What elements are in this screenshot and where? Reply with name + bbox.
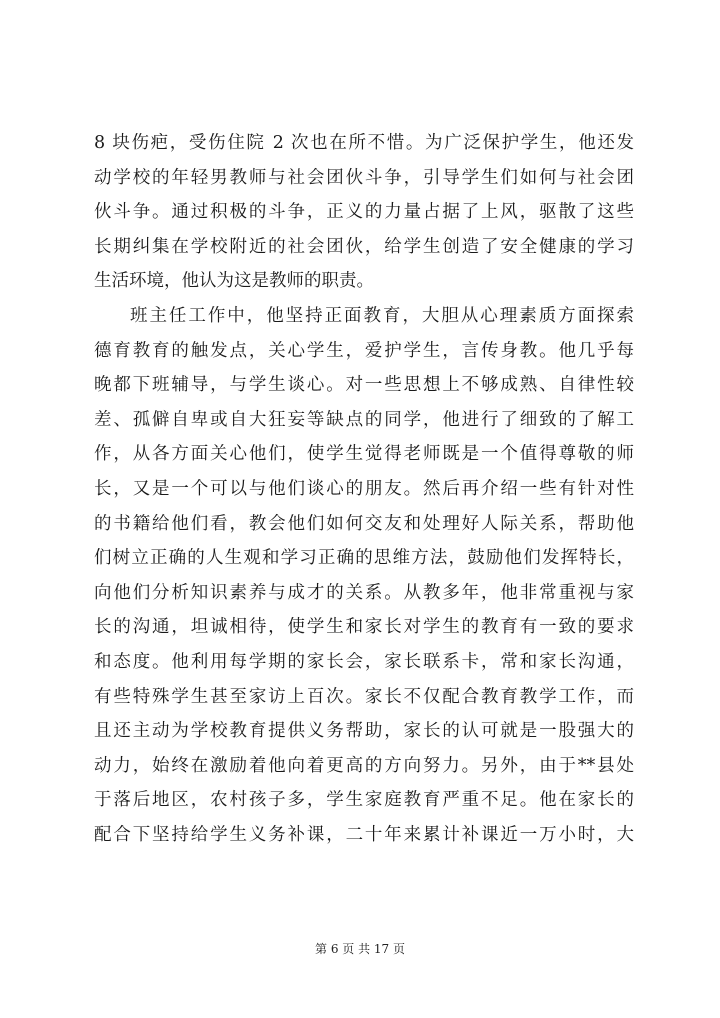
- text-line: 的书籍给他们看，教会他们如何交友和处理好人际关系，帮助他: [94, 513, 634, 534]
- text-line: 生活环境，他认为这是教师的职责。: [94, 271, 374, 292]
- page-number-label: 第 6 页 共 17 页: [315, 942, 405, 956]
- text-line: 德育教育的触发点，关心学生，爱护学生，言传身教。他几乎每: [94, 340, 634, 361]
- text-line: 和态度。他利用每学期的家长会，家长联系卡，常和家长沟通，: [94, 651, 634, 672]
- text-line: 长期纠集在学校附近的社会团伙，给学生创造了安全健康的学习: [94, 236, 634, 257]
- text-line: 配合下坚持给学生义务补课，二十年来累计补课近一万小时，大: [94, 824, 634, 845]
- text-line: 差、孤僻自卑或自大狂妄等缺点的同学，他进行了细致的了解工: [94, 409, 634, 430]
- text-line: 班主任工作中，他坚持正面教育，大胆从心理素质方面探索: [130, 305, 634, 326]
- text-line: 8 块伤疤，受伤住院 2 次也在所不惜。为广泛保护学生，他还发: [94, 133, 634, 153]
- text-line: 作，从各方面关心他们，使学生觉得老师既是一个值得尊敬的师: [94, 444, 634, 465]
- page-footer: [0, 940, 720, 957]
- text-line: 向他们分析知识素养与成才的关系。从教多年，他非常重视与家: [94, 582, 634, 603]
- text-line: 们树立正确的人生观和学习正确的思维方法，鼓励他们发挥特长，: [94, 548, 634, 569]
- text-line: 且还主动为学校教育提供义务帮助，家长的认可就是一股强大的: [94, 721, 634, 742]
- text-line: 长的沟通，坦诚相待，使学生和家长对学生的教育有一致的要求: [94, 617, 634, 638]
- paragraph-2: [94, 299, 634, 853]
- text-line: 伙斗争。通过积极的斗争，正义的力量占据了上风，驱散了这些: [94, 202, 634, 223]
- text-line: 动学校的年轻男教师与社会团伙斗争，引导学生们如何与社会团: [94, 167, 634, 188]
- text-line: 动力，始终在激励着他向着更高的方向努力。另外，由于**县处: [94, 755, 634, 776]
- paragraph-1: [94, 126, 634, 299]
- text-line: 有些特殊学生甚至家访上百次。家长不仅配合教育教学工作，而: [94, 686, 634, 707]
- text-line: 于落后地区，农村孩子多，学生家庭教育严重不足。他在家长的: [94, 790, 634, 811]
- text-line: 长，又是一个可以与他们谈心的朋友。然后再介绍一些有针对性: [94, 478, 634, 499]
- text-line: 晚都下班辅导，与学生谈心。对一些思想上不够成熟、自律性较: [94, 375, 634, 396]
- document-body: [94, 126, 634, 852]
